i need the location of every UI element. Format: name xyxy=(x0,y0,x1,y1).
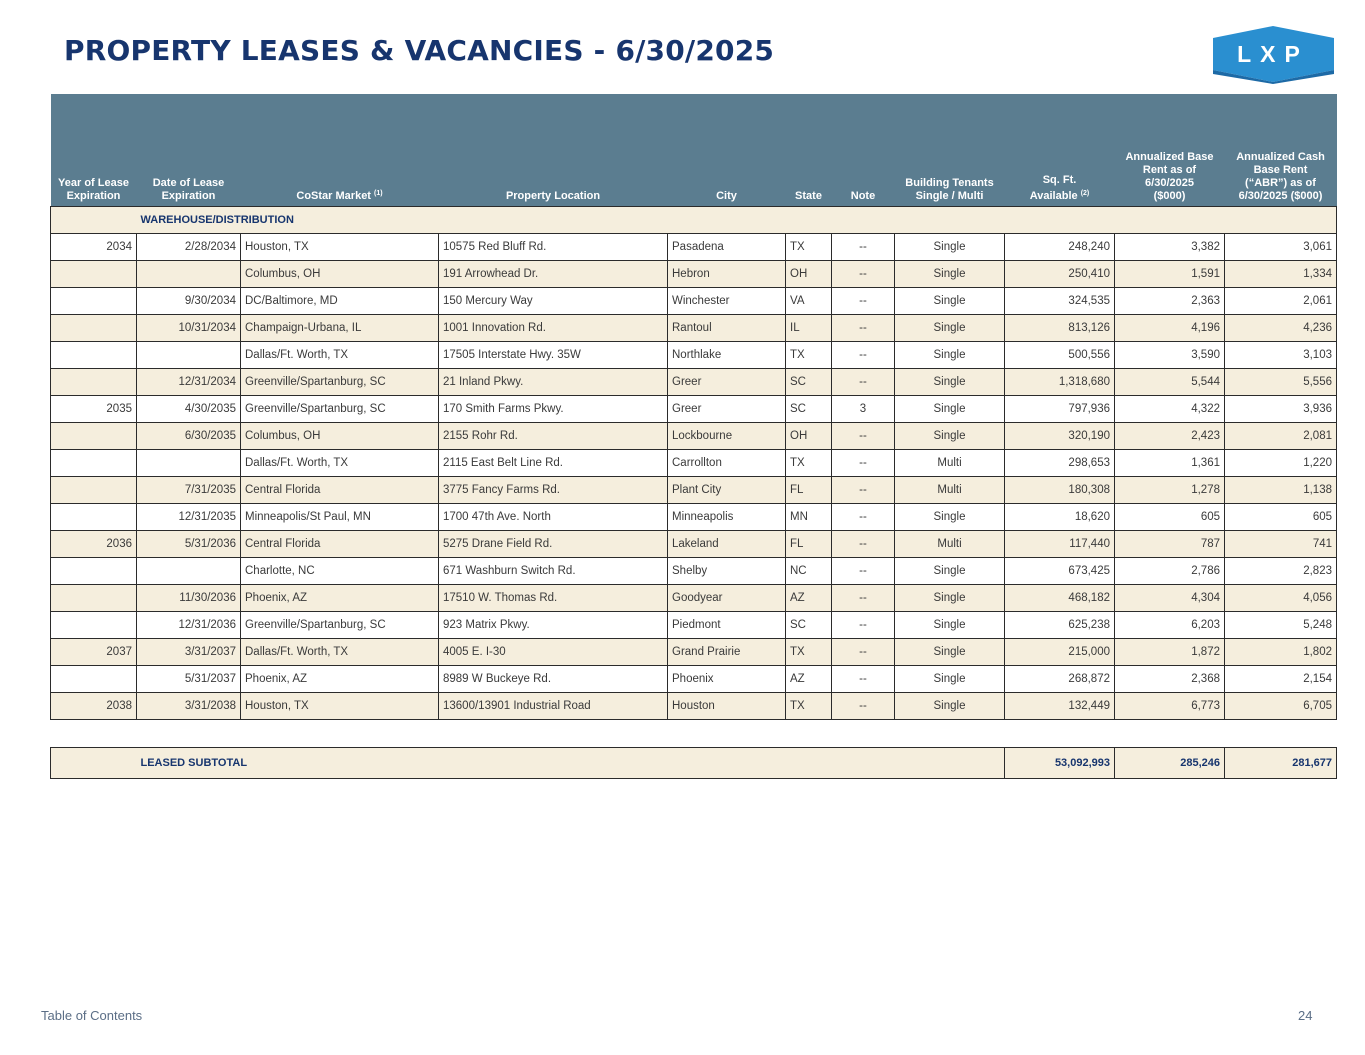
cell-note: -- xyxy=(832,639,895,666)
cell-city: Greer xyxy=(668,369,786,396)
cell-city: Plant City xyxy=(668,477,786,504)
table-row xyxy=(51,639,1337,666)
cell-market: Central Florida xyxy=(241,477,439,504)
subtotal-row xyxy=(51,748,1337,779)
cell-city: Shelby xyxy=(668,558,786,585)
cell-state: VA xyxy=(786,288,832,315)
cell-city: Goodyear xyxy=(668,585,786,612)
cell-cash: 6,705 xyxy=(1225,693,1337,720)
table-row xyxy=(51,612,1337,639)
cell-note: -- xyxy=(832,585,895,612)
cell-cash: 1,802 xyxy=(1225,639,1337,666)
lxp-logo xyxy=(1211,24,1336,84)
cell-location: 1001 Innovation Rd. xyxy=(439,315,668,342)
page-title: PROPERTY LEASES & VACANCIES - 6/30/2025 xyxy=(64,34,775,67)
table-of-contents-link[interactable]: Table of Contents xyxy=(41,1008,143,1023)
cell-market: Central Florida xyxy=(241,531,439,558)
cell-year xyxy=(51,261,137,288)
header-year: Year of Lease Expiration xyxy=(51,94,137,207)
cell-note: -- xyxy=(832,450,895,477)
cell-year xyxy=(51,666,137,693)
cell-abr: 3,382 xyxy=(1115,234,1225,261)
cell-location: 13600/13901 Industrial Road xyxy=(439,693,668,720)
cell-state: OH xyxy=(786,261,832,288)
header-date: Date of Lease Expiration xyxy=(137,94,241,207)
cell-state: TX xyxy=(786,342,832,369)
cell-market: Minneapolis/St Paul, MN xyxy=(241,504,439,531)
table-row xyxy=(51,531,1337,558)
cell-tenants: Single xyxy=(895,666,1005,693)
cell-sqft: 625,238 xyxy=(1005,612,1115,639)
cell-date: 3/31/2038 xyxy=(137,693,241,720)
cell-abr: 1,591 xyxy=(1115,261,1225,288)
cell-sqft: 268,872 xyxy=(1005,666,1115,693)
cell-note: -- xyxy=(832,666,895,693)
cell-market: DC/Baltimore, MD xyxy=(241,288,439,315)
cell-state: AZ xyxy=(786,666,832,693)
cell-tenants: Single xyxy=(895,396,1005,423)
cell-year xyxy=(51,612,137,639)
cell-tenants: Multi xyxy=(895,531,1005,558)
cell-year xyxy=(51,288,137,315)
cell-state: TX xyxy=(786,450,832,477)
table-row xyxy=(51,504,1337,531)
cell-city: Winchester xyxy=(668,288,786,315)
cell-date: 12/31/2035 xyxy=(137,504,241,531)
cell-location: 923 Matrix Pkwy. xyxy=(439,612,668,639)
cell-date xyxy=(137,261,241,288)
table-row xyxy=(51,261,1337,288)
cell-sqft: 180,308 xyxy=(1005,477,1115,504)
cell-sqft: 1,318,680 xyxy=(1005,369,1115,396)
cell-year xyxy=(51,558,137,585)
cell-year: 2037 xyxy=(51,639,137,666)
cell-city: Piedmont xyxy=(668,612,786,639)
cell-year xyxy=(51,423,137,450)
cell-city: Hebron xyxy=(668,261,786,288)
cell-location: 671 Washburn Switch Rd. xyxy=(439,558,668,585)
cell-sqft: 673,425 xyxy=(1005,558,1115,585)
cell-location: 150 Mercury Way xyxy=(439,288,668,315)
cell-year: 2034 xyxy=(51,234,137,261)
cell-state: TX xyxy=(786,234,832,261)
cell-state: MN xyxy=(786,504,832,531)
cell-note: -- xyxy=(832,531,895,558)
cell-tenants: Single xyxy=(895,342,1005,369)
cell-city: Rantoul xyxy=(668,315,786,342)
cell-tenants: Single xyxy=(895,504,1005,531)
cell-tenants: Single xyxy=(895,585,1005,612)
cell-date: 12/31/2036 xyxy=(137,612,241,639)
cell-market: Champaign-Urbana, IL xyxy=(241,315,439,342)
cell-date: 9/30/2034 xyxy=(137,288,241,315)
cell-note: -- xyxy=(832,234,895,261)
cell-market: Columbus, OH xyxy=(241,261,439,288)
cell-note: -- xyxy=(832,558,895,585)
cell-market: Columbus, OH xyxy=(241,423,439,450)
cell-location: 17510 W. Thomas Rd. xyxy=(439,585,668,612)
cell-note: -- xyxy=(832,342,895,369)
cell-location: 191 Arrowhead Dr. xyxy=(439,261,668,288)
cell-state: TX xyxy=(786,639,832,666)
cell-sqft: 18,620 xyxy=(1005,504,1115,531)
cell-market: Greenville/Spartanburg, SC xyxy=(241,369,439,396)
cell-date: 3/31/2037 xyxy=(137,639,241,666)
section-row xyxy=(51,207,1337,234)
cell-date xyxy=(137,450,241,477)
cell-year xyxy=(51,315,137,342)
cell-cash: 2,154 xyxy=(1225,666,1337,693)
logo-text: LXP xyxy=(1237,41,1309,67)
cell-city: Pasadena xyxy=(668,234,786,261)
cell-city: Lockbourne xyxy=(668,423,786,450)
cell-date: 6/30/2035 xyxy=(137,423,241,450)
header-building-tenants: Building Tenants Single / Multi xyxy=(895,94,1005,207)
cell-date: 4/30/2035 xyxy=(137,396,241,423)
cell-date: 5/31/2037 xyxy=(137,666,241,693)
cell-date: 2/28/2034 xyxy=(137,234,241,261)
table-row xyxy=(51,288,1337,315)
cell-cash: 1,138 xyxy=(1225,477,1337,504)
cell-sqft: 813,126 xyxy=(1005,315,1115,342)
cell-city: Lakeland xyxy=(668,531,786,558)
cell-date: 5/31/2036 xyxy=(137,531,241,558)
cell-date xyxy=(137,342,241,369)
table-row xyxy=(51,477,1337,504)
header-state: State xyxy=(786,94,832,207)
cell-abr: 2,423 xyxy=(1115,423,1225,450)
cell-year xyxy=(51,369,137,396)
cell-state: IL xyxy=(786,315,832,342)
subtotal-table xyxy=(50,747,1337,779)
table-row xyxy=(51,234,1337,261)
cell-location: 1700 47th Ave. North xyxy=(439,504,668,531)
table-row xyxy=(51,342,1337,369)
cell-city: Carrollton xyxy=(668,450,786,477)
cell-tenants: Multi xyxy=(895,477,1005,504)
cell-cash: 2,823 xyxy=(1225,558,1337,585)
cell-date xyxy=(137,558,241,585)
table-row xyxy=(51,585,1337,612)
table-row xyxy=(51,315,1337,342)
header-property-location: Property Location xyxy=(439,94,668,207)
cell-tenants: Single xyxy=(895,288,1005,315)
subtotal-sqft: 53,092,993 xyxy=(1005,748,1115,779)
cell-state: OH xyxy=(786,423,832,450)
table-row xyxy=(51,423,1337,450)
table-header-row xyxy=(51,94,1337,207)
cell-date: 12/31/2034 xyxy=(137,369,241,396)
cell-cash: 1,220 xyxy=(1225,450,1337,477)
cell-market: Phoenix, AZ xyxy=(241,585,439,612)
cell-cash: 2,081 xyxy=(1225,423,1337,450)
table-row xyxy=(51,558,1337,585)
cell-tenants: Single xyxy=(895,315,1005,342)
page-number: 24 xyxy=(1298,1008,1313,1023)
cell-abr: 3,590 xyxy=(1115,342,1225,369)
cell-year: 2038 xyxy=(51,693,137,720)
cell-cash: 4,056 xyxy=(1225,585,1337,612)
cell-tenants: Single xyxy=(895,369,1005,396)
cell-cash: 1,334 xyxy=(1225,261,1337,288)
cell-year xyxy=(51,585,137,612)
header-city: City xyxy=(668,94,786,207)
cell-market: Dallas/Ft. Worth, TX xyxy=(241,450,439,477)
cell-abr: 2,363 xyxy=(1115,288,1225,315)
cell-cash: 2,061 xyxy=(1225,288,1337,315)
cell-abr: 6,773 xyxy=(1115,693,1225,720)
cell-tenants: Multi xyxy=(895,450,1005,477)
cell-state: SC xyxy=(786,612,832,639)
table-row xyxy=(51,666,1337,693)
cell-location: 170 Smith Farms Pkwy. xyxy=(439,396,668,423)
cell-year: 2036 xyxy=(51,531,137,558)
cell-location: 5275 Drane Field Rd. xyxy=(439,531,668,558)
cell-cash: 605 xyxy=(1225,504,1337,531)
cell-state: FL xyxy=(786,531,832,558)
cell-market: Houston, TX xyxy=(241,693,439,720)
cell-market: Phoenix, AZ xyxy=(241,666,439,693)
cell-year xyxy=(51,477,137,504)
cell-sqft: 298,653 xyxy=(1005,450,1115,477)
cell-location: 17505 Interstate Hwy. 35W xyxy=(439,342,668,369)
cell-abr: 605 xyxy=(1115,504,1225,531)
cell-tenants: Single xyxy=(895,558,1005,585)
cell-city: Greer xyxy=(668,396,786,423)
cell-date: 11/30/2036 xyxy=(137,585,241,612)
cell-state: SC xyxy=(786,396,832,423)
cell-abr: 6,203 xyxy=(1115,612,1225,639)
cell-state: NC xyxy=(786,558,832,585)
cell-sqft: 468,182 xyxy=(1005,585,1115,612)
cell-sqft: 132,449 xyxy=(1005,693,1115,720)
cell-cash: 4,236 xyxy=(1225,315,1337,342)
cell-abr: 1,278 xyxy=(1115,477,1225,504)
cell-note: -- xyxy=(832,477,895,504)
cell-market: Greenville/Spartanburg, SC xyxy=(241,396,439,423)
cell-city: Houston xyxy=(668,693,786,720)
cell-abr: 4,196 xyxy=(1115,315,1225,342)
cell-cash: 5,556 xyxy=(1225,369,1337,396)
cell-sqft: 797,936 xyxy=(1005,396,1115,423)
cell-year xyxy=(51,450,137,477)
cell-sqft: 320,190 xyxy=(1005,423,1115,450)
cell-location: 4005 E. I-30 xyxy=(439,639,668,666)
cell-location: 2155 Rohr Rd. xyxy=(439,423,668,450)
cell-note: -- xyxy=(832,612,895,639)
subtotal-abr: 285,246 xyxy=(1115,748,1225,779)
cell-tenants: Single xyxy=(895,693,1005,720)
table-row xyxy=(51,396,1337,423)
cell-abr: 2,368 xyxy=(1115,666,1225,693)
cell-sqft: 324,535 xyxy=(1005,288,1115,315)
cell-note: -- xyxy=(832,369,895,396)
lease-table xyxy=(50,94,1337,720)
cell-tenants: Single xyxy=(895,234,1005,261)
cell-tenants: Single xyxy=(895,261,1005,288)
cell-location: 21 Inland Pkwy. xyxy=(439,369,668,396)
subtotal-cash: 281,677 xyxy=(1225,748,1337,779)
cell-abr: 1,872 xyxy=(1115,639,1225,666)
cell-note: -- xyxy=(832,423,895,450)
cell-market: Dallas/Ft. Worth, TX xyxy=(241,639,439,666)
cell-cash: 741 xyxy=(1225,531,1337,558)
cell-state: AZ xyxy=(786,585,832,612)
cell-abr: 2,786 xyxy=(1115,558,1225,585)
header-annualized-base-rent: Annualized Base Rent as of 6/30/2025 ($000) xyxy=(1115,94,1225,207)
header-note: Note xyxy=(832,94,895,207)
cell-date: 10/31/2034 xyxy=(137,315,241,342)
cell-note: -- xyxy=(832,504,895,531)
cell-tenants: Single xyxy=(895,612,1005,639)
cell-market: Dallas/Ft. Worth, TX xyxy=(241,342,439,369)
cell-sqft: 500,556 xyxy=(1005,342,1115,369)
header-sqft: Sq. Ft. Available $^{(2)}$ xyxy=(1005,94,1115,207)
cell-abr: 4,322 xyxy=(1115,396,1225,423)
cell-state: FL xyxy=(786,477,832,504)
cell-market: Greenville/Spartanburg, SC xyxy=(241,612,439,639)
cell-note: 3 xyxy=(832,396,895,423)
subtotal-label: LEASED SUBTOTAL xyxy=(137,748,1005,779)
cell-location: 10575 Red Bluff Rd. xyxy=(439,234,668,261)
cell-state: SC xyxy=(786,369,832,396)
lease-rows xyxy=(51,207,1337,720)
section-label: WAREHOUSE/DISTRIBUTION xyxy=(137,207,1337,234)
cell-cash: 3,061 xyxy=(1225,234,1337,261)
table-row xyxy=(51,693,1337,720)
cell-date: 7/31/2035 xyxy=(137,477,241,504)
cell-abr: 4,304 xyxy=(1115,585,1225,612)
cell-year xyxy=(51,342,137,369)
cell-city: Minneapolis xyxy=(668,504,786,531)
table-row xyxy=(51,369,1337,396)
cell-tenants: Single xyxy=(895,423,1005,450)
cell-sqft: 250,410 xyxy=(1005,261,1115,288)
cell-year xyxy=(51,504,137,531)
table-row xyxy=(51,450,1337,477)
cell-sqft: 215,000 xyxy=(1005,639,1115,666)
cell-city: Phoenix xyxy=(668,666,786,693)
cell-note: -- xyxy=(832,288,895,315)
cell-tenants: Single xyxy=(895,639,1005,666)
header-annualized-cash-rent: Annualized Cash Base Rent (“ABR”) as of 6/30/2025 ($000) xyxy=(1225,94,1337,207)
cell-cash: 5,248 xyxy=(1225,612,1337,639)
cell-sqft: 117,440 xyxy=(1005,531,1115,558)
cell-city: Northlake xyxy=(668,342,786,369)
cell-location: 3775 Fancy Farms Rd. xyxy=(439,477,668,504)
cell-abr: 787 xyxy=(1115,531,1225,558)
cell-location: 2115 East Belt Line Rd. xyxy=(439,450,668,477)
cell-note: -- xyxy=(832,261,895,288)
cell-abr: 1,361 xyxy=(1115,450,1225,477)
cell-sqft: 248,240 xyxy=(1005,234,1115,261)
cell-note: -- xyxy=(832,693,895,720)
cell-city: Grand Prairie xyxy=(668,639,786,666)
cell-cash: 3,103 xyxy=(1225,342,1337,369)
cell-cash: 3,936 xyxy=(1225,396,1337,423)
cell-year: 2035 xyxy=(51,396,137,423)
cell-market: Charlotte, NC xyxy=(241,558,439,585)
header-costar-market: CoStar Market $^{(1)}$ xyxy=(241,94,439,207)
cell-abr: 5,544 xyxy=(1115,369,1225,396)
cell-state: TX xyxy=(786,693,832,720)
cell-note: -- xyxy=(832,315,895,342)
cell-market: Houston, TX xyxy=(241,234,439,261)
cell-location: 8989 W Buckeye Rd. xyxy=(439,666,668,693)
